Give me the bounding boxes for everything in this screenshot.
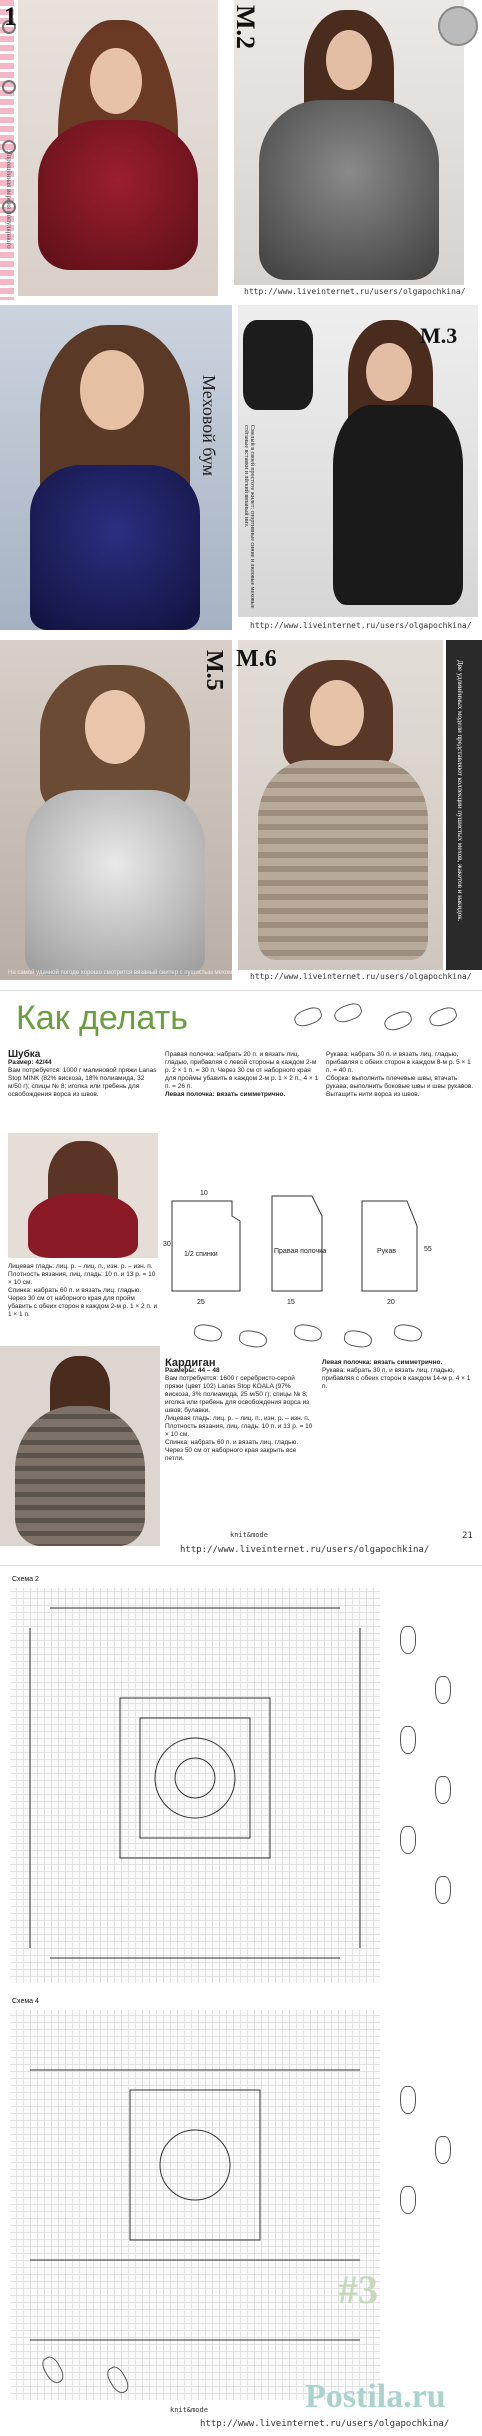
knit-cardigan bbox=[15, 1406, 145, 1546]
crochet-charts-page bbox=[0, 1565, 482, 2436]
pattern-diagram bbox=[162, 1181, 478, 1311]
cardigan-name: Кардиган bbox=[165, 1357, 216, 1369]
dim-label: 30 bbox=[163, 1241, 171, 1248]
cardigan-back: Спинка: набрать 60 п. и вязать лиц. гладью. Через 50 см от наборного края закрыть все петли. bbox=[165, 1439, 299, 1462]
footprint-icon bbox=[382, 1009, 414, 1034]
back-pattern-shape bbox=[172, 1201, 240, 1291]
blue-vest bbox=[30, 465, 200, 630]
model-photo-red-fur bbox=[18, 0, 218, 296]
model-face bbox=[310, 680, 364, 746]
footprint-icon bbox=[332, 1001, 364, 1026]
footprint-icon bbox=[393, 1323, 423, 1344]
bottom-caption: На самой удачной погоде хорошо смотрится вязаный свитер с пушистым мехом bbox=[8, 970, 233, 976]
cardigan-yarn: Вам потребуется: 1600 г серебристо-серой пряжи (цвет 102) Lanas Stop KOALA (97% вискоза, 3% полиамида, 25 м/50 г); спицы № 8; иголка или гребень для освобождения ворса из швов; булавки. bbox=[165, 1375, 310, 1414]
small-vest-photo bbox=[243, 320, 313, 410]
cardigan-sleeves: Рукава: набрать 30 п. и вязать лиц. гладью, прибавляя с обеих сторон в каждом 14-м р. 4 × 1 п. bbox=[322, 1367, 471, 1390]
cardigan-instructions bbox=[165, 1359, 315, 1463]
jacket-face: Лицевая гладь: лиц. р. – лиц. п., изн. р. – изн. п. bbox=[8, 1263, 153, 1270]
model-label: М.3 bbox=[420, 323, 458, 348]
dim-label: 15 bbox=[287, 1299, 295, 1306]
photo-panel-1 bbox=[0, 0, 482, 300]
footprint-icon bbox=[400, 2186, 416, 2214]
crochet-chart-scheme-2 bbox=[10, 1588, 380, 1983]
side-description: Смелый в своей простоте жилет: спортивные синие и лиловые меховые стёганые вставки и лёгкий вязаный низ. bbox=[243, 425, 255, 609]
jacket-right-front: Правая полочка: набрать 20 п. и вязать лиц. гладью, прибавляя с левой стороны в каждом 2-м р. 2 × 1 п. = 30 п. Через 30 см от наборного края для проймы убавить в каждом 2-м р. 1 × 2 п., 4 × 1 п. = 26 п. bbox=[165, 1051, 319, 1090]
crochet-chart-scheme-4 bbox=[10, 2010, 380, 2400]
footprint-icon bbox=[193, 1323, 223, 1344]
chart-motif bbox=[10, 2010, 380, 2400]
page-title: Как делать bbox=[16, 999, 188, 1037]
footer-url: http://www.liveinternet.ru/users/olgapochkina/ bbox=[244, 287, 466, 296]
model-photo-cardigan bbox=[238, 640, 443, 970]
dim-label: 10 bbox=[200, 1190, 208, 1197]
footprint-icon bbox=[292, 1005, 324, 1030]
front-pattern-shape bbox=[272, 1196, 322, 1291]
footprint-icon bbox=[435, 1776, 451, 1804]
footprint-icon bbox=[435, 1676, 451, 1704]
sleeve-pattern-shape bbox=[362, 1201, 417, 1291]
jacket-left-front: Левая полочка: вязать симметрично. bbox=[165, 1091, 286, 1098]
instructions-page bbox=[0, 990, 482, 1561]
footprint-icon bbox=[400, 1726, 416, 1754]
model-label: М.6 bbox=[236, 646, 277, 672]
footprint-icon bbox=[400, 1626, 416, 1654]
red-fur-jacket bbox=[28, 1193, 138, 1258]
red-fur-jacket bbox=[38, 120, 198, 270]
jacket-density: Плотность вязания, лиц. гладь: 10 п. и 13 р. = 10 × 10 см. bbox=[8, 1271, 156, 1286]
footprint-icon bbox=[400, 1826, 416, 1854]
sleeve-label: Рукав bbox=[377, 1248, 396, 1255]
model-face bbox=[90, 48, 142, 114]
photo-panel-3 bbox=[0, 640, 482, 985]
koala-icon bbox=[438, 6, 478, 46]
footer-url: http://www.liveinternet.ru/users/olgapochkina/ bbox=[200, 2419, 450, 2429]
grey-fur-scarf bbox=[25, 790, 205, 975]
jacket-sleeves: Рукава: набрать 30 п. и вязать лиц. гладью, прибавляя с обеих сторон в каждом 8-м р. 5 × 1 п. = 40 п. bbox=[326, 1051, 471, 1074]
jacket-name: Шубка bbox=[8, 1049, 41, 1060]
jacket-yarn: Вам потребуется: 1000 г малиновой пряжи Lanas Stop MINK (82% вискоза, 18% полиамида, 32 м/50 г); спицы № 8; иголка или гребень для освобождения ворса из швов. bbox=[8, 1067, 157, 1098]
page-mark: #3 bbox=[338, 2267, 378, 2312]
front-label: Правая полочка bbox=[274, 1248, 327, 1255]
cardigan-left-front: Левая полочка: вязать симметрично. bbox=[322, 1359, 443, 1366]
model-photo-fur-scarf bbox=[0, 640, 232, 980]
cardigan-face: Лицевая гладь: лиц. р. – лиц. п., изн. р. – изн. п. bbox=[165, 1415, 310, 1422]
scheme-4-title: Схема 4 bbox=[12, 1998, 39, 2005]
model-face bbox=[85, 690, 145, 764]
cardigan-density: Плотность вязания, лиц. гладь: 10 п. и 13 р. = 10 × 10 см. bbox=[165, 1423, 313, 1438]
side-description: Две удлинённых модели представляют коллекции пушистых мехов, жакетов и накидок. bbox=[456, 660, 464, 922]
chart-motif bbox=[10, 1588, 380, 1983]
footer-url: http://www.liveinternet.ru/users/olgapochkina/ bbox=[250, 972, 472, 981]
cardigan-size: Размеры: 44 – 48 bbox=[165, 1367, 220, 1374]
model-label: М.5 bbox=[201, 650, 227, 691]
jacket-size: Размер: 42/44 bbox=[8, 1059, 52, 1066]
jacket-thumbnail bbox=[8, 1133, 158, 1258]
side-caption: Упрощённая версия популярного bbox=[5, 150, 13, 249]
model-face bbox=[366, 343, 412, 401]
knit-cardigan bbox=[258, 760, 428, 960]
footprint-icon bbox=[343, 1329, 373, 1350]
magazine-name: knit&mode bbox=[230, 1531, 268, 1539]
page-number: 1 bbox=[4, 2, 17, 31]
grey-fur-jacket bbox=[259, 100, 439, 280]
model-face bbox=[326, 30, 372, 90]
back-label: 1/2 спинки bbox=[184, 1251, 218, 1258]
footprint-icon bbox=[238, 1329, 268, 1350]
footprint-icon bbox=[400, 2086, 416, 2114]
model-photo-black-vest bbox=[238, 305, 478, 617]
jacket-instructions-col2 bbox=[165, 1051, 320, 1099]
binder-ring bbox=[2, 80, 16, 94]
dim-label: 20 bbox=[387, 1299, 395, 1306]
footer-url: http://www.liveinternet.ru/users/olgapochkina/ bbox=[180, 1545, 430, 1555]
jacket-instructions-cont bbox=[8, 1263, 158, 1319]
magazine-name: knit&mode bbox=[170, 2406, 208, 2414]
jacket-instructions-col3 bbox=[326, 1051, 476, 1099]
model-label: М.2 bbox=[231, 5, 260, 50]
cardigan-instructions-col2 bbox=[322, 1359, 477, 1391]
side-text-strip bbox=[446, 640, 482, 970]
model-photo-grey-fur bbox=[234, 0, 464, 285]
footprint-icon bbox=[293, 1323, 323, 1344]
cardigan-thumbnail bbox=[0, 1346, 160, 1546]
footprint-icon bbox=[435, 1876, 451, 1904]
footprint-icon bbox=[435, 2136, 451, 2164]
footprint-icon bbox=[427, 1005, 459, 1030]
jacket-back: Спинка: набрать 60 п. и вязать лиц. гладью. Через 30 см от наборного края для пройм убавить с обеих сторон в каждом 2-м р. 1 × 2 п. и 1 × 1 п. bbox=[8, 1287, 158, 1318]
model-face bbox=[80, 350, 144, 430]
jacket-instructions bbox=[8, 1051, 158, 1099]
brand-logo: Postila.ru bbox=[305, 2378, 446, 2415]
photo-panel-2 bbox=[0, 305, 482, 635]
scheme-2-title: Схема 2 bbox=[12, 1576, 39, 1583]
page-number: 21 bbox=[462, 1531, 473, 1541]
section-title: Меховой бум bbox=[199, 375, 219, 476]
jacket-assembly: Сборка: выполнить плечевые швы, втачать рукава, выполнить боковые швы и швы рукавов. Вытащить нити ворса из швов. bbox=[326, 1075, 474, 1098]
dim-label: 25 bbox=[197, 1299, 205, 1306]
dim-label: 55 bbox=[424, 1246, 432, 1253]
footer-url: http://www.liveinternet.ru/users/olgapochkina/ bbox=[250, 621, 472, 630]
black-vest bbox=[333, 405, 463, 605]
